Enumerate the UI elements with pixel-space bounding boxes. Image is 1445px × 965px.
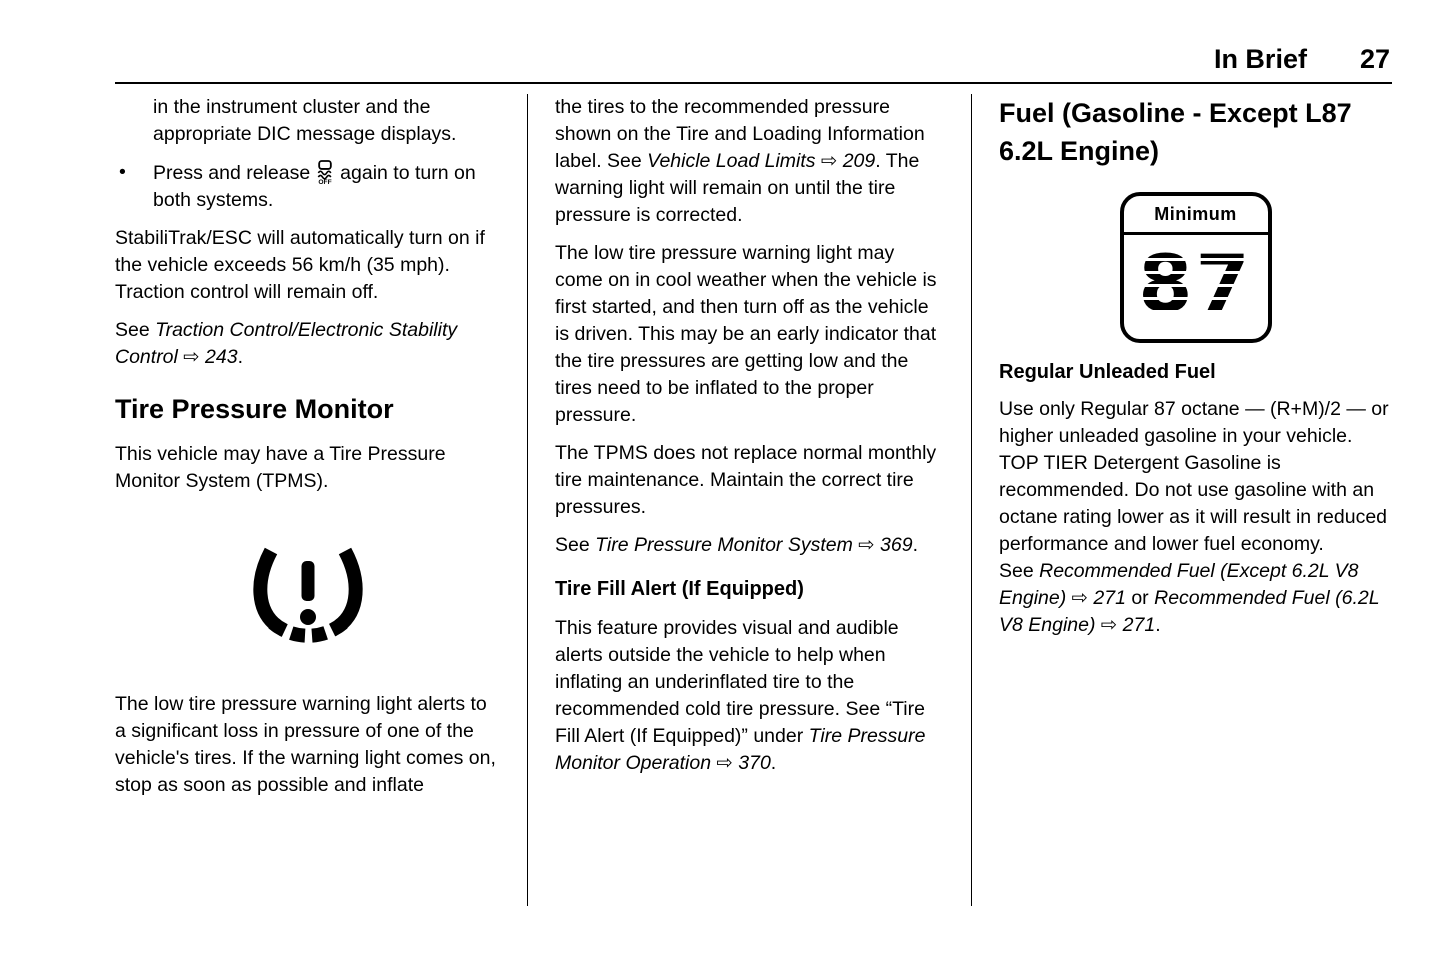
column-middle [555, 94, 944, 777]
traction-control-off-icon [310, 162, 340, 184]
tire-pressure-monitor-heading: Tire Pressure Monitor [115, 394, 394, 424]
page-header [1214, 46, 1390, 73]
stabilitrak-paragraph: StabiliTrak/ESC will automatically turn on if the vehicle exceeds 56 km/h (35 mph). Traction control will remain off. [115, 227, 485, 303]
bullet-marker: • [119, 161, 126, 183]
tire-fill-paragraph: This feature provides visual and audible alerts outside the vehicle to help when inflating an underinflated tire to the recommended cold tire pressure. See “Tire Fill Alert (If Equipped)” under Tire Pressure Monitor Operation ⇨ 370. [555, 617, 926, 774]
fuel-heading: Fuel (Gasoline - Except L87 6.2L Engine) [999, 98, 1352, 166]
fuel-octane-badge [1120, 192, 1272, 343]
fuel-minimum-label: Minimum [1124, 196, 1268, 235]
bullet-text-before: Press and release [153, 162, 311, 184]
section-title: In Brief [1213, 44, 1307, 74]
bullet-text [153, 159, 500, 214]
see-traction-reference: See Traction Control/Electronic Stability Control ⇨ 243. [115, 319, 458, 368]
see-tpms-reference: See Tire Pressure Monitor System ⇨ 369. [555, 534, 918, 556]
maintenance-paragraph: The TPMS does not replace normal monthly tire maintenance. Maintain the correct tire pressures. [555, 442, 937, 518]
bullet-continuation-text: in the instrument cluster and the appropriate DIC message displays. [153, 96, 457, 145]
tpms-intro-paragraph: This vehicle may have a Tire Pressure Monitor System (TPMS). [115, 443, 446, 492]
recommended-pressure-paragraph: the tires to the recommended pressure shown on the Tire and Loading Information label. See Vehicle Load Limits ⇨ 209. The warning light will remain on until the tire pressure is corrected. [555, 96, 925, 226]
bullet-item [115, 159, 500, 214]
bullet-text-after: again to turn on both systems. [153, 162, 476, 211]
see-fuel-reference: See Recommended Fuel (Except 6.2L V8 Engine) ⇨ 271 or Recommended Fuel (6.2L V8 Engine) ⇨ 271. [999, 560, 1380, 636]
content-columns [115, 94, 1392, 906]
column-right [999, 94, 1392, 639]
tire-fill-alert-subheading: Tire Fill Alert (If Equipped) [555, 578, 804, 600]
low-pressure-paragraph: The low tire pressure warning light alerts to a significant loss in pressure of one of the vehicle's tires. If the warning light comes on, stop as soon as possible and inflate [115, 693, 496, 796]
fuel-usage-paragraph: Use only Regular 87 octane — (R+M)/2 — or higher unleaded gasoline in your vehicle. TOP TIER Detergent Gasoline is recommended. Do not use gasoline with an octane rating lower as it will result in reduced performance and lower fuel economy. [999, 398, 1389, 555]
regular-unleaded-subheading: Regular Unleaded Fuel [999, 361, 1216, 383]
header-rule [115, 82, 1392, 84]
fuel-octane-value: 87 [1124, 235, 1268, 339]
page-number: 27 [1359, 44, 1390, 74]
column-left [115, 94, 500, 799]
column-divider [971, 94, 972, 906]
cool-weather-paragraph: The low tire pressure warning light may come on in cool weather when the vehicle is first started, and then turn off as the vehicle is driven. This may be an early indicator that the tire pressures are getting low and the tires need to be inflated to the proper pressure. [555, 242, 937, 426]
tpms-warning-icon [115, 541, 500, 647]
svg-text:OFF: OFF [318, 179, 332, 186]
column-divider [527, 94, 528, 906]
